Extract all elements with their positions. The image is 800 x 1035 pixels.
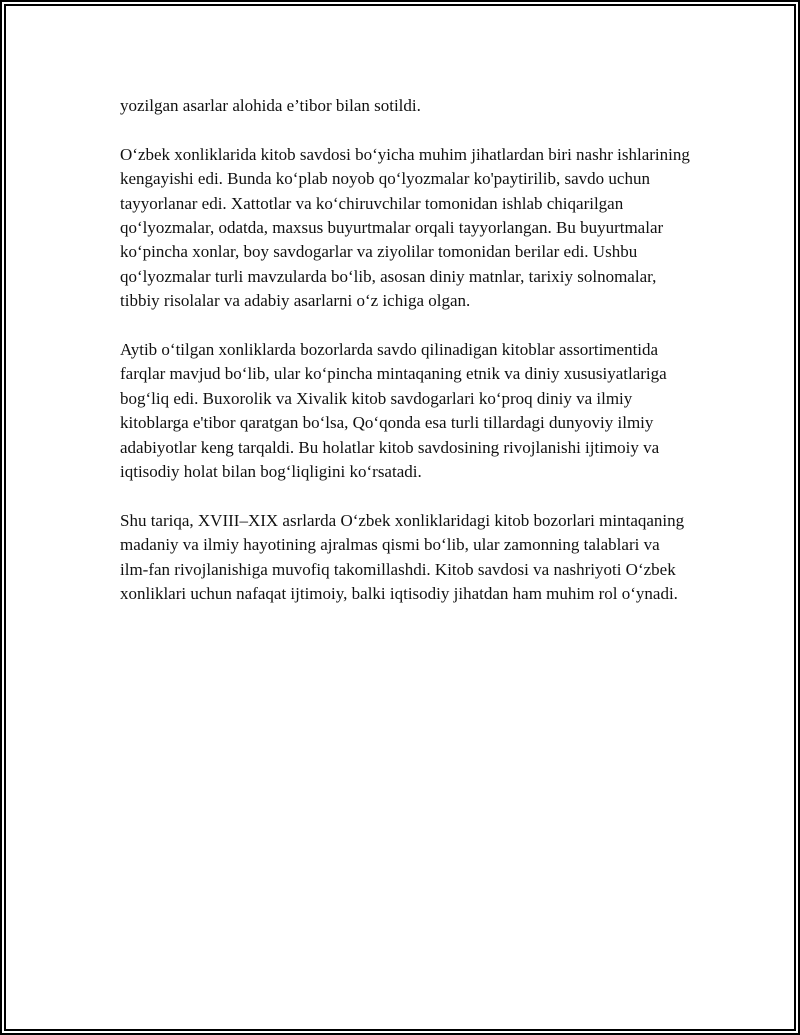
- paragraph-1: yozilgan asarlar alohida e’tibor bilan sotildi.: [120, 96, 421, 115]
- paragraph-3: Aytib o‘tilgan xonliklarda bozorlarda savdo qilinadigan kitoblar assortimentida farqlar mavjud bo‘lib, ular ko‘pincha mintaqaning etnik va diniy xususiyatlariga bog‘liq edi. Buxorolik va Xivalik kitob savdogarlari ko‘proq diniy va ilmiy kitoblarga e'tibor qaratgan bo‘lsa, Qo‘qonda esa turli tillardagi dunyoviy ilmiy adabiyotlar keng tarqaldi. Bu holatlar kitob savdosining rivojlanishi ijtimoiy va iqtisodiy holat bilan bog‘liqligini ko‘rsatadi.: [120, 340, 667, 482]
- document-body: [120, 94, 692, 606]
- paragraph-4: Shu tariqa, XVIII–XIX asrlarda O‘zbek xonliklaridagi kitob bozorlari mintaqaning madaniy va ilmiy hayotining ajralmas qismi bo‘lib, ular zamonning talablari va ilm-fan rivojlanishiga muvofiq takomillashdi. Kitob savdosi va nashriyoti O‘zbek xonliklari uchun nafaqat ijtimoiy, balki iqtisodiy jihatdan ham muhim rol o‘ynadi.: [120, 510, 685, 604]
- paragraph-2: O‘zbek xonliklarida kitob savdosi bo‘yicha muhim jihatlardan biri nashr ishlarining kengayishi edi. Bunda ko‘plab noyob qo‘lyozmalar ko'paytirilib, savdo uchun tayyorlanar edi. Xattotlar va ko‘chiruvchilar tomonidan ishlab chiqarilgan qo‘lyozmalar, odatda, maxsus buyurtmalar orqali tayyorlangan. Bu buyurtmalar ko‘pincha xonlar, boy savdogarlar va ziyolilar tomonidan berilar edi. Ushbu qo‘lyozmalar turli mavzularda bo‘lib, asosan diniy matnlar, tarixiy solnomalar, tibbiy risolalar va adabiy asarlarni o‘z ichiga olgan.: [120, 144, 690, 311]
